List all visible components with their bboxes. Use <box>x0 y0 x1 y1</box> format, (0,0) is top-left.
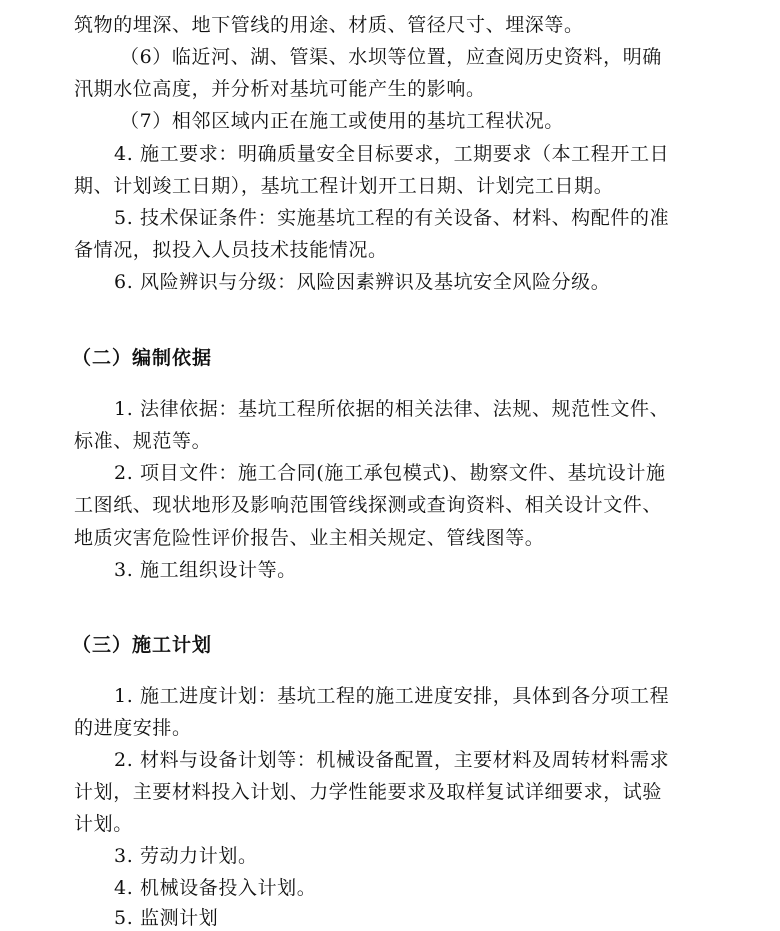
paragraph-line: 计划。 <box>74 813 133 835</box>
paragraph-line: 1. 施工进度计划：基坑工程的施工进度安排，具体到各分项工程 <box>114 685 670 707</box>
paragraph-line: 5. 技术保证条件：实施基坑工程的有关设备、材料、构配件的准 <box>114 207 670 229</box>
section-heading: （二）编制依据 <box>72 347 213 369</box>
paragraph-line: 6. 风险辨识与分级：风险因素辨识及基坑安全风险分级。 <box>114 271 611 293</box>
paragraph-line: 汛期水位高度，并分析对基坑可能产生的影响。 <box>74 78 486 100</box>
paragraph-line: 筑物的埋深、地下管线的用途、材质、管径尺寸、埋深等。 <box>74 14 584 36</box>
paragraph-line: 备情况，拟投入人员技术技能情况。 <box>74 239 388 261</box>
paragraph-line: 4. 施工要求：明确质量安全目标要求，工期要求（本工程开工日 <box>114 143 670 165</box>
paragraph-line: 2. 材料与设备计划等：机械设备配置，主要材料及周转材料需求 <box>114 749 670 771</box>
paragraph-line: 计划，主要材料投入计划、力学性能要求及取样复试详细要求，试验 <box>74 781 663 803</box>
paragraph-line: 1. 法律依据：基坑工程所依据的相关法律、法规、规范性文件、 <box>114 398 670 420</box>
paragraph-line: 3. 劳动力计划。 <box>114 845 258 867</box>
paragraph-line: 期、计划竣工日期），基坑工程计划开工日期、计划完工日期。 <box>74 175 614 197</box>
paragraph-line: 工图纸、现状地形及影响范围管线探测或查询资料、相关设计文件、 <box>74 494 663 516</box>
paragraph-line: 4. 机械设备投入计划。 <box>114 877 317 899</box>
paragraph-line: 5. 监测计划 <box>114 907 219 929</box>
paragraph-line: 标准、规范等。 <box>74 430 212 452</box>
paragraph-line: 2. 项目文件：施工合同(施工承包模式)、勘察文件、基坑设计施 <box>114 462 666 484</box>
paragraph-line: 3. 施工组织设计等。 <box>114 559 297 581</box>
paragraph-line: 地质灾害危险性评价报告、业主相关规定、管线图等。 <box>74 527 545 549</box>
paragraph-line: （6）临近河、湖、管渠、水坝等位置，应查阅历史资料，明确 <box>120 46 662 68</box>
section-heading: （三）施工计划 <box>72 634 213 656</box>
paragraph-line: （7）相邻区域内正在施工或使用的基坑工程状况。 <box>120 110 564 132</box>
paragraph-line: 的进度安排。 <box>74 717 192 739</box>
